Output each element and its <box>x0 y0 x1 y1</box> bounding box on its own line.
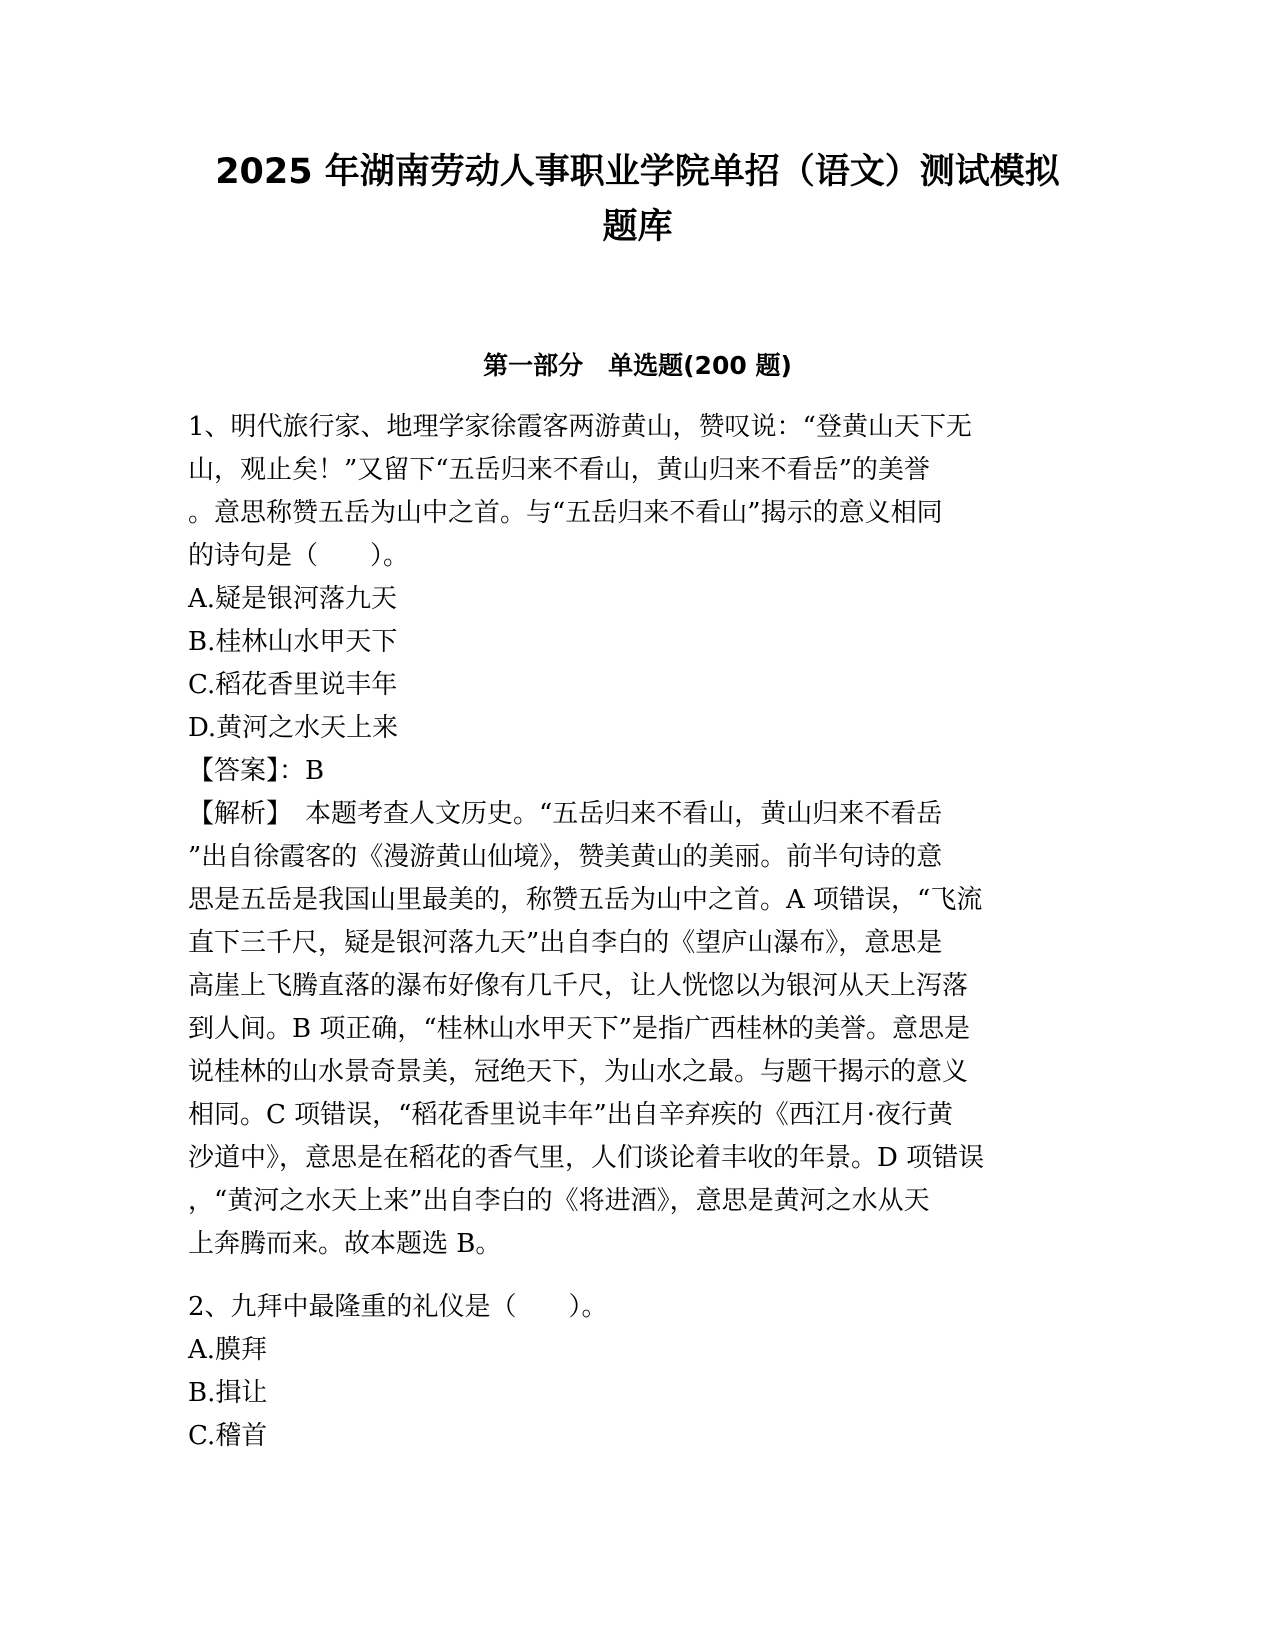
option-a: A.膜拜 <box>188 1335 268 1365</box>
analysis-line: 思是五岳是我国山里最美的，称赞五岳为山中之首。A 项错误，“飞流 <box>188 885 983 915</box>
analysis-line: 沙道中》，意思是在稻花的香气里，人们谈论着丰收的年景。D 项错误 <box>188 1143 985 1173</box>
document-title <box>150 145 1125 255</box>
title-line-2: 题库 <box>602 207 673 247</box>
analysis-line: ”出自徐霞客的《漫游黄山仙境》，赞美黄山的美丽。前半句诗的意 <box>188 842 943 872</box>
analysis-line: 相同。C 项错误，“稻花香里说丰年”出自辛弃疾的《西江月·夜行黄 <box>188 1100 954 1130</box>
analysis-line: ，“黄河之水天上来”出自李白的《将进酒》，意思是黄河之水从天 <box>188 1186 930 1216</box>
option-a: A.疑是银河落九天 <box>188 584 398 614</box>
option-b: B.桂林山水甲天下 <box>188 627 398 657</box>
analysis-line: 上奔腾而来。故本题选 B。 <box>188 1229 502 1259</box>
section-heading: 第一部分 单选题(200 题) <box>483 351 792 380</box>
option-c: C.稽首 <box>188 1421 268 1451</box>
title-line-1: 2025 年湖南劳动人事职业学院单招（语文）测试模拟 <box>215 152 1060 192</box>
question-1 <box>188 406 1088 1266</box>
analysis-line: 【解析】 本题考查人文历史。“五岳归来不看山，黄山归来不看岳 <box>188 799 943 829</box>
question-stem-line: 的诗句是（ ）。 <box>188 541 410 571</box>
question-stem-line: 1、明代旅行家、地理学家徐霞客两游黄山，赞叹说：“登黄山天下无 <box>188 412 972 442</box>
answer-line: 【答案】：B <box>188 756 325 786</box>
question-list <box>188 406 1088 1458</box>
option-b: B.揖让 <box>188 1378 268 1408</box>
option-c: C.稻花香里说丰年 <box>188 670 398 700</box>
question-stem-line: 山，观止矣！”又留下“五岳归来不看山，黄山归来不看岳”的美誉 <box>188 455 930 485</box>
question-spacer <box>188 1266 1088 1286</box>
analysis-line: 高崖上飞腾直落的瀑布好像有几千尺，让人恍惚以为银河从天上泻落 <box>188 971 969 1001</box>
question-stem-line: 。意思称赞五岳为山中之首。与“五岳归来不看山”揭示的意义相同 <box>188 498 943 528</box>
question-stem-line: 2、九拜中最隆重的礼仪是（ ）。 <box>188 1292 608 1322</box>
question-2 <box>188 1286 1088 1458</box>
analysis-line: 到人间。B 项正确，“桂林山水甲天下”是指广西桂林的美誉。意思是 <box>188 1014 970 1044</box>
analysis-line: 直下三千尺，疑是银河落九天”出自李白的《望庐山瀑布》，意思是 <box>188 928 943 958</box>
analysis-line: 说桂林的山水景奇景美，冠绝天下，为山水之最。与题干揭示的意义 <box>188 1057 969 1087</box>
option-d: D.黄河之水天上来 <box>188 713 399 743</box>
